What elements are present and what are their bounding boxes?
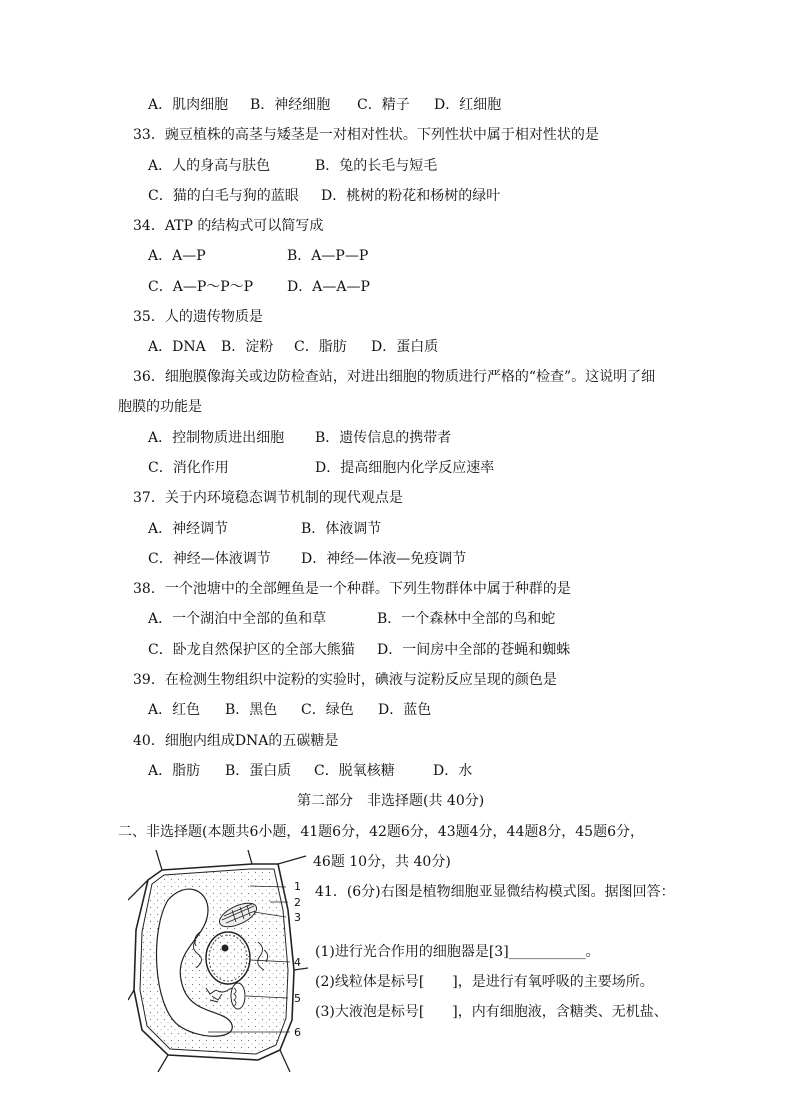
q40-option-a: A．脂肪 <box>148 763 201 779</box>
figure-label-4: 4 <box>294 956 301 969</box>
q35-option-a: A．DNA <box>148 339 206 355</box>
q38-option-c: C．卧龙自然保护区的全部大熊猫 <box>148 642 355 658</box>
option-c: C．精子 <box>357 97 410 113</box>
q33-option-c: C．猫的白毛与狗的蓝眼 <box>148 188 299 204</box>
figure-label-3: 3 <box>294 911 301 924</box>
q36-option-c: C．消化作用 <box>148 460 229 476</box>
figure-label-2: 2 <box>294 896 301 909</box>
q38-option-a: A．一个湖泊中全部的鱼和草 <box>148 611 327 627</box>
option-a: A．肌肉细胞 <box>148 97 229 113</box>
q33-option-d: D．桃树的粉花和杨树的绿叶 <box>321 188 501 204</box>
plant-cell-diagram <box>128 850 308 1072</box>
part-two-intro-continued: 46题 10分，共 40分) <box>313 854 451 870</box>
q39-option-b: B．黑色 <box>225 702 278 718</box>
question-36-stem: 36．细胞膜像海关或边防检查站，对进出细胞的物质进行严格的“检查”。这说明了细 <box>133 369 656 385</box>
q34-option-c: C．A—P～P～P <box>148 279 254 295</box>
q36-option-b: B．遗传信息的携带者 <box>315 430 452 446</box>
figure-label-6: 6 <box>294 1026 301 1039</box>
question-33-stem: 33．豌豆植株的高茎与矮茎是一对相对性状。下列性状中属于相对性状的是 <box>133 127 599 143</box>
q36-option-d: D．提高细胞内化学反应速率 <box>315 460 495 476</box>
mitochondrion <box>231 983 245 1009</box>
q33-option-b: B．兔的长毛与短毛 <box>315 158 438 174</box>
q35-option-b: B．淀粉 <box>221 339 274 355</box>
q37-option-a: A．神经调节 <box>148 521 229 537</box>
option-d: D．红细胞 <box>434 97 502 113</box>
part-two-intro: 二、非选择题(本题共6小题，41题6分，42题6分，43题4分，44题8分，45题6分， <box>118 824 644 840</box>
figure-label-5: 5 <box>294 992 301 1005</box>
figure-label-1: 1 <box>294 880 301 893</box>
question-40-stem: 40．细胞内组成DNA的五碳糖是 <box>133 733 339 749</box>
question-39-stem: 39．在检测生物组织中淀粉的实验时，碘液与淀粉反应呈现的颜色是 <box>133 672 557 688</box>
q39-option-a: A．红色 <box>148 702 201 718</box>
q34-option-a: A．A—P <box>148 248 206 264</box>
q40-option-b: B．蛋白质 <box>225 763 292 779</box>
q40-option-d: D．水 <box>433 763 473 779</box>
part-two-title: 第二部分 非选择题(共 40分) <box>297 793 485 809</box>
q38-option-d: D．一间房中全部的苍蝇和蜘蛛 <box>377 642 571 658</box>
question-38-stem: 38．一个池塘中的全部鲤鱼是一个种群。下列生物群体中属于种群的是 <box>133 581 571 597</box>
option-b: B．神经细胞 <box>250 97 331 113</box>
q39-option-c: C．绿色 <box>301 702 354 718</box>
q37-option-c: C．神经—体液调节 <box>148 551 271 567</box>
q39-option-d: D．蓝色 <box>378 702 432 718</box>
q34-option-d: D．A—A—P <box>287 279 370 295</box>
q35-option-d: D．蛋白质 <box>371 339 439 355</box>
nucleus <box>206 932 250 984</box>
question-35-stem: 35．人的遗传物质是 <box>133 309 263 325</box>
q38-option-b: B．一个森林中全部的鸟和蛇 <box>377 611 556 627</box>
question-37-stem: 37．关于内环境稳态调节机制的现代观点是 <box>133 490 403 506</box>
q33-option-a: A．人的身高与肤色 <box>148 158 271 174</box>
q36-option-a: A．控制物质进出细胞 <box>148 430 285 446</box>
question-41-sub-2: (2)线粒体是标号[ ]，是进行有氧呼吸的主要场所。 <box>315 974 654 990</box>
question-41-sub-1: (1)进行光合作用的细胞器是[3]___________。 <box>315 944 600 960</box>
q37-option-d: D．神经—体液—免疫调节 <box>301 551 467 567</box>
q34-option-b: B．A—P—P <box>287 248 369 264</box>
question-36-stem-continued: 胞膜的功能是 <box>118 399 202 415</box>
q37-option-b: B．体液调节 <box>301 521 382 537</box>
q40-option-c: C．脱氧核糖 <box>314 763 395 779</box>
question-41-stem: 41．(6分)右图是植物细胞亚显微结构模式图。据图回答： <box>315 884 675 900</box>
question-34-stem: 34．ATP 的结构式可以简写成 <box>133 218 324 234</box>
question-41-sub-3: (3)大液泡是标号[ ]，内有细胞液，含糖类、无机盐、 <box>315 1004 668 1020</box>
q35-option-c: C．脂肪 <box>294 339 347 355</box>
